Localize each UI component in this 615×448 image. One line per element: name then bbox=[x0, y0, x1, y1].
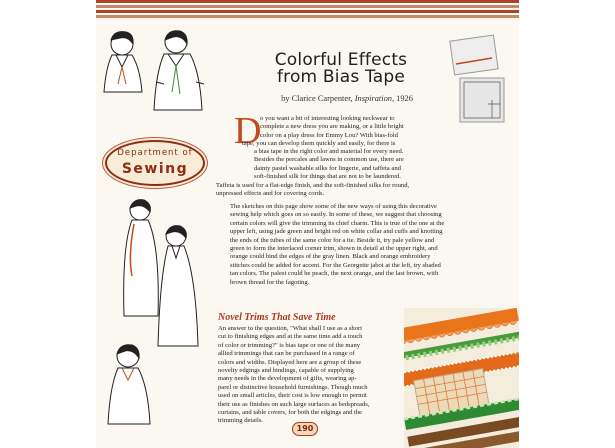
body-line: upper left, using jade green and bright red on white collar and cuffs and knotting bbox=[230, 228, 443, 236]
byline bbox=[252, 94, 442, 103]
drop-cap: D bbox=[234, 110, 262, 152]
body-line: stitches could be added for accent. For the Georgette jabot at the left, try shaded bbox=[230, 261, 441, 269]
body-line: certain colors will give the trimming its chief charm. This is true of the one at the bbox=[230, 219, 445, 227]
novel-line: allied trimmings that can be purchased in a range of bbox=[218, 350, 355, 358]
body-line: brown thread for the fagoting. bbox=[230, 278, 310, 286]
magazine-page bbox=[96, 0, 519, 448]
body-paragraph bbox=[230, 203, 444, 287]
department-badge bbox=[105, 140, 205, 186]
intro-line: soft-finished silk for things that are not to be laundered. bbox=[254, 173, 401, 181]
intro-line: color on a play dress for Emmy Lou? With bias-fold bbox=[260, 131, 398, 139]
novel-line: parel or distinctive household furnishings. Though much bbox=[218, 383, 368, 391]
linen-napkin-sketch bbox=[446, 34, 516, 126]
novel-line: colors and widths. Displayed here are a group of these bbox=[218, 358, 362, 366]
novel-line: trimming details. bbox=[218, 417, 264, 425]
byline-author: by Clarice Carpenter, bbox=[281, 94, 355, 103]
intro-line: complete a new dress you are making, or a little bright bbox=[260, 123, 404, 131]
novel-line: curtains, and table covers, for both the edgings and the bbox=[218, 409, 363, 417]
body-line: The sketches on this page show some of the new ways of using this decorative bbox=[230, 203, 437, 210]
article-title bbox=[246, 52, 436, 86]
intro-line: a bias tape in the right color and material for every need. bbox=[254, 148, 404, 155]
title-line-1: Colorful Effects bbox=[274, 50, 408, 70]
novel-line: many needs in the development of gifts, wearing ap- bbox=[218, 375, 357, 383]
novel-line: their use as finishes on such large surfaces as bedspreads, bbox=[218, 400, 370, 408]
decorative-stripes bbox=[96, 0, 519, 22]
intro-line: Taffeta is used for a flat-edge finish, and the soft-finished silks for round, bbox=[216, 182, 410, 189]
novel-line: used on small articles, their cost is low enough to permit bbox=[218, 392, 367, 400]
intro-line: tape, you can develop them quickly and easily, for there is bbox=[242, 140, 396, 147]
women-collar-sketch bbox=[98, 22, 218, 114]
subheading: Novel Trims That Save Time bbox=[218, 312, 336, 323]
byline-source: Inspiration bbox=[354, 94, 392, 103]
novel-line: cut to finishing edges and at the same time add a touch bbox=[218, 333, 363, 341]
novel-trims-paragraph bbox=[218, 325, 370, 426]
bias-tape-samples-photo bbox=[404, 308, 519, 448]
intro-paragraph-end bbox=[216, 182, 409, 199]
intro-line: o you want a bit of interesting looking neckwear to bbox=[260, 115, 395, 122]
novel-line: An answer to the question, "What shall I use as a short bbox=[218, 325, 363, 332]
intro-line: unpressed effects and for covering cords. bbox=[216, 190, 325, 198]
intro-paragraph bbox=[260, 115, 404, 140]
department-name: Sewing bbox=[121, 161, 189, 177]
byline-year: , 1926 bbox=[391, 94, 413, 103]
body-line: green to form the interlaced corner trim, shown in detail at the upper right, and bbox=[230, 245, 438, 253]
body-line: tan colors. The palest could be peach, the next orange, and the last brown, with bbox=[230, 270, 439, 278]
title-line-2: from Bias Tape bbox=[276, 67, 406, 87]
figures-sketch bbox=[98, 196, 218, 426]
intro-line: Besides the percales and lawns in common use, there are bbox=[254, 156, 404, 164]
page-number: 190 bbox=[292, 422, 318, 436]
body-line: orange could bind the edges of the gray linen. Black and orange embroidery bbox=[230, 253, 431, 261]
novel-line: novelty edgings and bindings, capable of supplying bbox=[218, 367, 354, 375]
department-label: Department of bbox=[117, 148, 193, 158]
body-line: sewing help which goes on so easily. In some of these, we suggest that choosing bbox=[230, 211, 442, 219]
intro-line: dainty pastel washable silks for lingerie, and taffeta and bbox=[254, 164, 401, 172]
body-line: the ends of the tubes of the same color for a tie. Beside it, try pale yellow and bbox=[230, 236, 435, 244]
intro-paragraph-cont2 bbox=[254, 148, 404, 182]
novel-line: of color or trimming?" is bias tape or one of the many bbox=[218, 341, 361, 349]
